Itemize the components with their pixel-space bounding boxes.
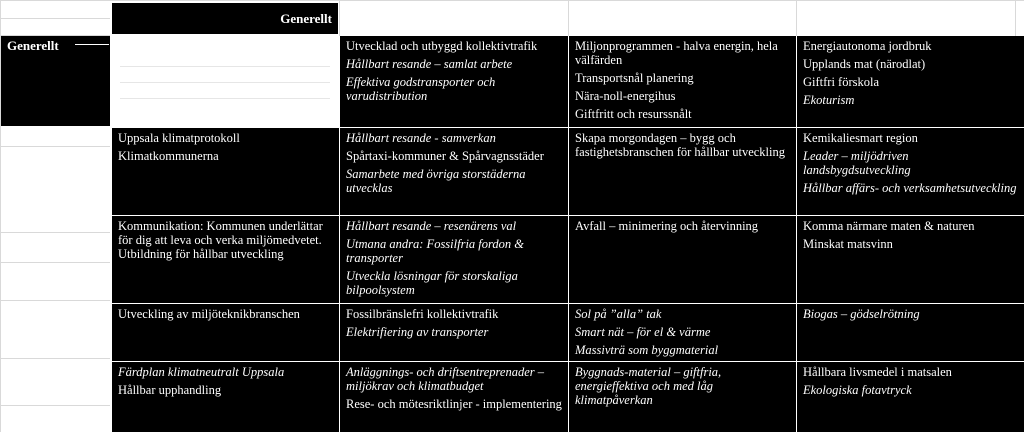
cell-line: Ekoturism (803, 93, 855, 107)
cell-line: Färdplan klimatneutralt Uppsala (118, 365, 285, 379)
cell-line: Giftfritt och resurssnålt (575, 107, 692, 121)
top-border (0, 0, 1024, 1)
table-cell (112, 362, 339, 432)
table-cell (569, 362, 796, 432)
grid-line (0, 262, 110, 263)
side-label: Generellt (7, 38, 59, 53)
table-cell (569, 128, 796, 215)
table-cell (112, 128, 339, 215)
cell-line: Hållbar affärs- och verksamhetsutveckling (803, 181, 1017, 195)
grid-line (0, 405, 110, 406)
table-cell (797, 36, 1024, 127)
cell-line: Biogas – gödselrötning (803, 307, 920, 321)
cell-line: Komma närmare maten & naturen (803, 219, 975, 233)
cell-line: Minskat matsvinn (803, 237, 893, 251)
table-cell (340, 304, 568, 361)
cell-line: Kemikaliesmart region (803, 131, 918, 145)
cell-line: Spårtaxi-kommuner & Spårvagnsstäder (346, 149, 544, 163)
cell-line: Effektiva godstransporter och varudistribution (346, 75, 496, 103)
cell-line: Utveckling av miljöteknikbranschen (118, 307, 300, 321)
grid-line (0, 300, 110, 301)
cell-line: Ekologiska fotavtryck (803, 383, 912, 397)
grid-line (1015, 0, 1016, 36)
cell-line: Utvecklad och utbyggd kollektivtrafik (346, 39, 538, 53)
cell-line: Energiautonoma jordbruk (803, 39, 932, 53)
cell-line: Kommunikation: Kommunen underlättar för dig att leva och verka miljömedvetet. Utbildning för hållbar utveckling (118, 219, 323, 261)
cell-line: Hållbart resande – resenärens val (346, 219, 517, 233)
cell-line: Hållbart resande - samverkan (346, 131, 496, 145)
cell-line: Anläggnings- och driftsentreprenader – miljökrav och klimatbudget (346, 365, 545, 393)
cell-line: Fossilbränslefri kollektivtrafik (346, 307, 499, 321)
cell-line: Hållbar upphandling (118, 383, 222, 397)
cell-line: Avfall – minimering och återvinning (575, 219, 759, 233)
cell-line: Samarbete med övriga storstäderna utvecklas (346, 167, 526, 195)
grid-line (339, 0, 340, 36)
header-title: Generellt (280, 11, 332, 26)
cell-line: Utveckla lösningar för storskaliga bilpoolsystem (346, 269, 518, 297)
table-cell (112, 304, 339, 361)
grid-line (568, 0, 569, 36)
table-cell (340, 36, 568, 127)
table-cell (340, 362, 568, 432)
table-cell (112, 216, 339, 303)
cell-line: Byggnads-material – giftfria, energieffektiva och med låg klimatpåverkan (575, 365, 722, 407)
grid-line (0, 18, 110, 19)
grid-line (796, 0, 797, 36)
grid-line (0, 232, 110, 233)
table-header (112, 3, 338, 34)
table-cell (340, 216, 568, 303)
table-cell (797, 362, 1024, 432)
cell-line: Smart nät – för el & värme (575, 325, 711, 339)
cell-line: Uppsala klimatprotokoll (118, 131, 240, 145)
side-header (1, 36, 110, 126)
table-cell (569, 36, 796, 127)
cell-line: Hållbara livsmedel i matsalen (803, 365, 952, 379)
cell-line: Skapa morgondagen – bygg och fastighetsbranschen för hållbar utveckling (575, 131, 785, 159)
cell-line: Rese- och mötesriktlinjer - implementering (346, 397, 562, 411)
cell-line: Leader – miljödriven landsbygdsutveckling (803, 149, 911, 177)
grid-line (0, 358, 110, 359)
cell-line: Giftfri förskola (803, 75, 880, 89)
cell-line: Klimatkommunerna (118, 149, 219, 163)
connector-line (75, 44, 109, 45)
cell-line: Massivträ som byggmaterial (575, 343, 719, 357)
grid-line (0, 146, 110, 147)
table-cell (797, 128, 1024, 215)
table-cell (569, 216, 796, 303)
cell-line: Elektrifiering av transporter (346, 325, 489, 339)
cell-line: Miljonprogrammen - halva energin, hela välfärden (575, 39, 778, 67)
empty-cell (112, 36, 338, 127)
cell-line: Utmana andra: Fossilfria fordon & transporter (346, 237, 525, 265)
cell-line: Transportsnål planering (575, 71, 694, 85)
cell-line: Sol på ”alla” tak (575, 307, 662, 321)
cell-line: Upplands mat (närodlat) (803, 57, 926, 71)
table-cell (569, 304, 796, 361)
table-cell (797, 216, 1024, 303)
cell-line: Nära-noll-energihus (575, 89, 676, 103)
table-cell (797, 304, 1024, 361)
table-cell (340, 128, 568, 215)
cell-line: Hållbart resande – samlat arbete (346, 57, 513, 71)
